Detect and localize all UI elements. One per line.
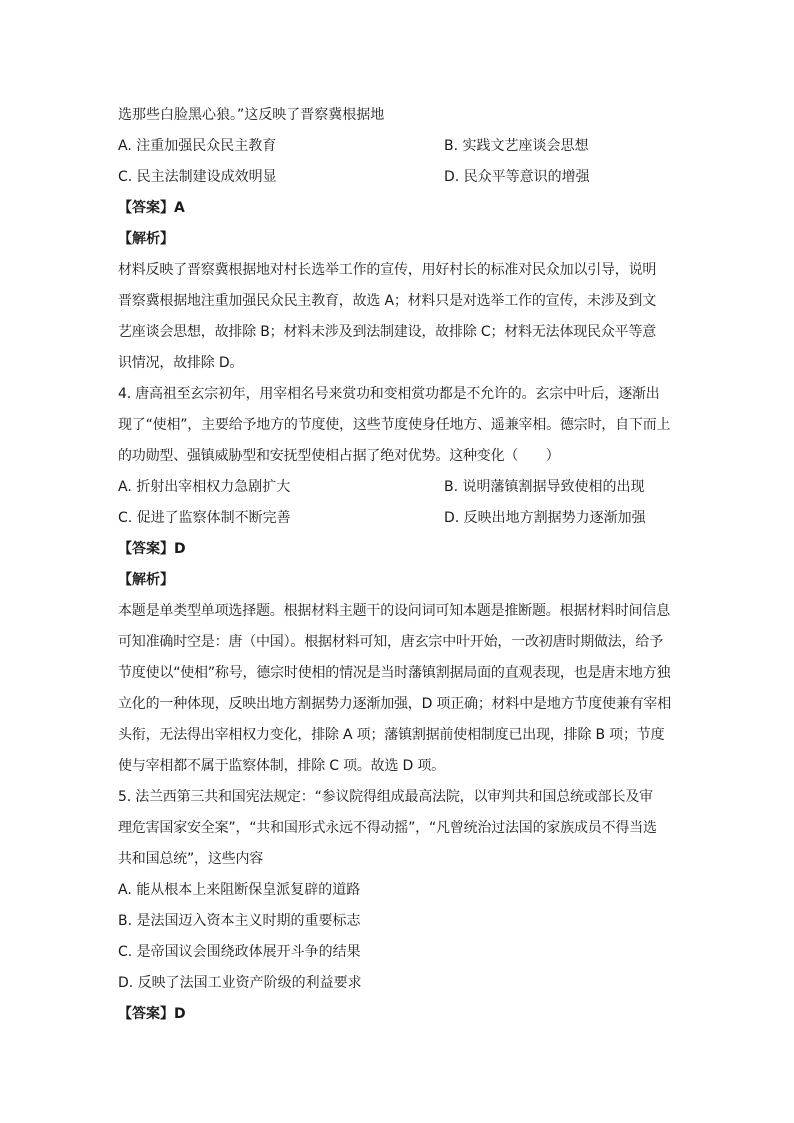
- q4-stem-line: 现了“使相”，主要给予地方的节度使，这些节度使身任地方、遥兼宰相。德宗时，自下而上: [118, 417, 671, 433]
- q4-analysis-line: 可知准确时空是：唐（中国）。根据材料可知，唐玄宗中叶开始，一改初唐时期做法，给予: [118, 634, 663, 650]
- q3-options-row-2: [118, 162, 678, 193]
- q4-option-c: C. 促进了监察体制不断完善: [118, 510, 291, 526]
- q3-analysis-line: 识情况，故排除 D。: [118, 355, 244, 371]
- q4-option-b: B. 说明藩镇割据导致使相的出现: [444, 479, 645, 495]
- q5-stem-line: 共和国总统”，这些内容: [118, 851, 264, 867]
- q3-option-d: D. 民众平等意识的增强: [444, 169, 590, 185]
- q4-stem-line: 的功勋型、强镇威胁型和安抚型使相占据了绝对优势。这种变化（ ）: [118, 448, 560, 464]
- q5-stem-line: 5. 法兰西第三共和国宪法规定：“参议院得组成最高法院，以审判共和国总统或部长及审: [118, 789, 653, 805]
- q5-option-a: A. 能从根本上来阻断保皇派复辟的道路: [118, 882, 361, 898]
- q3-option-b: B. 实践文艺座谈会思想: [444, 138, 589, 154]
- q4-option-d: D. 反映出地方割据势力逐渐加强: [444, 510, 646, 526]
- q4-answer: 【答案】D: [118, 541, 186, 557]
- q4-analysis-label: 【解析】: [118, 572, 174, 588]
- q3-option-c: C. 民主法制建设成效明显: [118, 169, 277, 185]
- q4-stem-line: 4. 唐高祖至玄宗初年，用宰相名号来赏功和变相赏功都是不允许的。玄宗中叶后，逐渐出: [118, 386, 660, 402]
- q5-option-d: D. 反映了法国工业资产阶级的利益要求: [118, 975, 362, 991]
- q3-options-row-1: [118, 131, 678, 162]
- q5-answer: 【答案】D: [118, 1006, 186, 1022]
- q4-option-a: A. 折射出宰相权力急剧扩大: [118, 479, 291, 495]
- q3-stem-tail: 选那些白脸黑心狼。”这反映了晋察冀根据地: [118, 107, 385, 123]
- q4-analysis-line: 立化的一种体现，反映出地方割据势力逐渐加强，D 项正确；材料中是地方节度使兼有宰相: [118, 696, 672, 712]
- q4-analysis: [118, 596, 678, 782]
- q4-options-row-1: [118, 472, 678, 503]
- q5-option-c: C. 是帝国议会围绕政体展开斗争的结果: [118, 944, 361, 960]
- page-content: [118, 100, 678, 1030]
- q3-analysis-label: 【解析】: [118, 231, 174, 247]
- q4-analysis-line: 使与宰相都不属于监察体制，排除 C 项。故选 D 项。: [118, 758, 445, 774]
- q5-stem-line: 理危害国家安全案”，“共和国形式永远不得动摇”，“凡曾统治过法国的家族成员不得当选: [118, 820, 657, 836]
- q3-option-a: A. 注重加强民众民主教育: [118, 138, 277, 154]
- q5-option-b: B. 是法国迈入资本主义时期的重要标志: [118, 913, 361, 929]
- q4-analysis-line: 头衔，无法得出宰相权力变化，排除 A 项；藩镇割据前使相制度已出现，排除 B 项；节度: [118, 727, 665, 743]
- q3-analysis: [118, 255, 678, 379]
- q4-stem: [118, 379, 678, 472]
- q3-analysis-line: 材料反映了晋察冀根据地对村长选举工作的宣传，用好村长的标准对民众加以引导，说明: [118, 262, 657, 278]
- q5-stem: [118, 782, 678, 875]
- q3-analysis-line: 晋察冀根据地注重加强民众民主教育，故选 A；材料只是对选举工作的宣传，未涉及到文: [118, 293, 657, 309]
- q4-analysis-line: 节度使以“使相”称号，德宗时使相的情况是当时藩镇割据局面的直观表现，也是唐末地方独: [118, 665, 671, 681]
- q4-options-row-2: [118, 503, 678, 534]
- q3-analysis-line: 艺座谈会思想，故排除 B；材料未涉及到法制建设，故排除 C；材料无法体现民众平等意: [118, 324, 657, 340]
- q4-analysis-line: 本题是单类型单项选择题。根据材料主题干的设问词可知本题是推断题。根据材料时间信息: [118, 603, 670, 619]
- q3-answer: 【答案】A: [118, 200, 185, 216]
